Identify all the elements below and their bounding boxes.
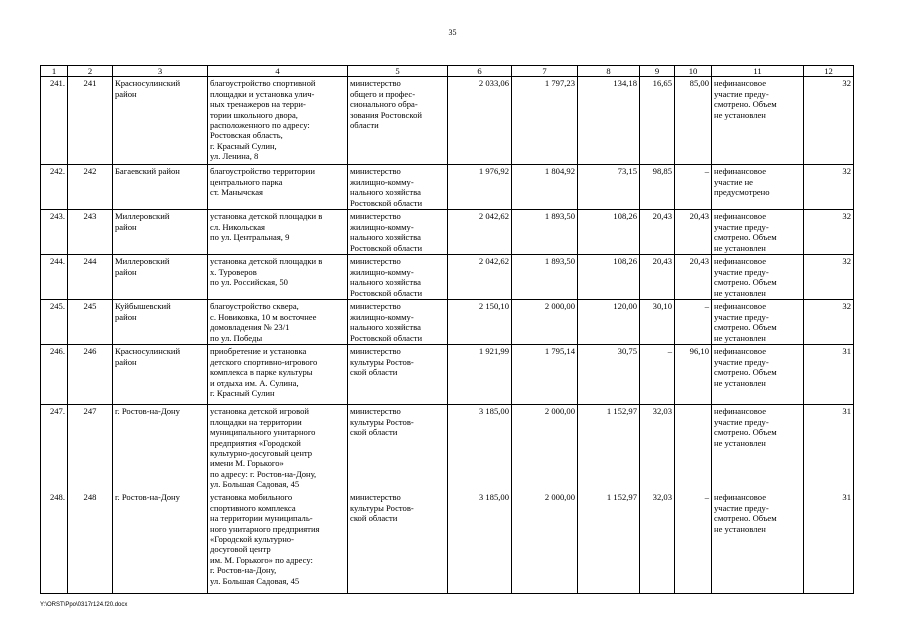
priority-cell: 32 <box>804 300 854 345</box>
description-cell: благоустройство территории центрального парка ст. Манычская <box>208 165 348 210</box>
description-cell: установка детской площадки в х. Туроверов по ул. Российская, 50 <box>208 255 348 300</box>
item-number-cell: 245 <box>68 300 113 345</box>
item-number-cell: 241 <box>68 77 113 165</box>
item-number-cell: 244 <box>68 255 113 300</box>
ministry-cell: министерство жилищно-комму- нального хозяйства Ростовской области <box>348 165 448 210</box>
item-number-cell: 248 <box>68 491 113 594</box>
sponsor-funds-cell: – <box>675 491 712 594</box>
sponsor-funds-cell: 85,00 <box>675 77 712 165</box>
district-cell: Красносулинский район <box>113 77 208 165</box>
ministry-cell: министерство культуры Ростов- ской области <box>348 491 448 594</box>
extra-funds-cell: 32,03 <box>640 405 675 492</box>
description-cell: приобретение и установка детского спортивно-игрового комплекса в парке культуры и отдыха им. А. Сулина, г. Красный Сулин <box>208 345 348 405</box>
description-cell: благоустройство сквера, с. Новиковка, 10 м восточнее домовладения № 23/1 по ул. Победы <box>208 300 348 345</box>
table-row <box>41 210 854 255</box>
ministry-cell: министерство культуры Ростов- ской области <box>348 345 448 405</box>
data-table <box>40 65 854 594</box>
header-row <box>41 66 854 77</box>
priority-cell: 32 <box>804 165 854 210</box>
ministry-cell: министерство общего и профес- сионального обра- зования Ростовской области <box>348 77 448 165</box>
sponsor-funds-cell: – <box>675 165 712 210</box>
column-header: 9 <box>640 66 675 77</box>
local-budget-cell: 1 152,97 <box>578 405 640 492</box>
total-cost-cell: 3 185,00 <box>448 491 512 594</box>
total-cost-cell: 1 921,99 <box>448 345 512 405</box>
district-cell: Красносулинский район <box>113 345 208 405</box>
extra-funds-cell: – <box>640 345 675 405</box>
participation-cell: нефинансовое участие преду- смотрено. Объем не установлен <box>712 491 804 594</box>
ministry-cell: министерство культуры Ростов- ской области <box>348 405 448 492</box>
sponsor-funds-cell: 20,43 <box>675 210 712 255</box>
priority-cell: 32 <box>804 255 854 300</box>
district-cell: г. Ростов-на-Дону <box>113 491 208 594</box>
column-header: 11 <box>712 66 804 77</box>
total-cost-cell: 2 150,10 <box>448 300 512 345</box>
ministry-cell: министерство жилищно-комму- нального хозяйства Ростовской области <box>348 255 448 300</box>
extra-funds-cell: 20,43 <box>640 210 675 255</box>
description-cell: благоустройство спортивной площадки и установка улич- ных тренажеров на терри- тории школьного двора, расположенного по адресу: Ростовская область, г. Красный Сулин, ул. Ленина, 8 <box>208 77 348 165</box>
item-number-cell: 243 <box>68 210 113 255</box>
row-number-cell: 246. <box>41 345 68 405</box>
table-row <box>41 345 854 405</box>
table-row <box>41 255 854 300</box>
local-budget-cell: 108,26 <box>578 255 640 300</box>
regional-budget-cell: 2 000,00 <box>512 491 578 594</box>
table-row <box>41 491 854 594</box>
participation-cell: нефинансовое участие преду- смотрено. Объем не установлен <box>712 255 804 300</box>
item-number-cell: 242 <box>68 165 113 210</box>
local-budget-cell: 134,18 <box>578 77 640 165</box>
item-number-cell: 247 <box>68 405 113 492</box>
district-cell: Миллеровский район <box>113 255 208 300</box>
column-header: 12 <box>804 66 854 77</box>
description-cell: установка мобильного спортивного комплекса на территории муниципаль- ного унитарного предприятия «Городской культурно- досуговой центр им. М. Горького» по адресу: г. Ростов-на-Дону, ул. Большая Садовая, 45 <box>208 491 348 594</box>
extra-funds-cell: 98,85 <box>640 165 675 210</box>
participation-cell: нефинансовое участие преду- смотрено. Объем не установлен <box>712 77 804 165</box>
page-number: 35 <box>448 28 457 37</box>
regional-budget-cell: 1 893,50 <box>512 255 578 300</box>
district-cell: Куйбышевский район <box>113 300 208 345</box>
priority-cell: 31 <box>804 491 854 594</box>
extra-funds-cell: 32,03 <box>640 491 675 594</box>
column-header: 6 <box>448 66 512 77</box>
regional-budget-cell: 2 000,00 <box>512 300 578 345</box>
regional-budget-cell: 1 797,23 <box>512 77 578 165</box>
table-row <box>41 405 854 492</box>
extra-funds-cell: 20,43 <box>640 255 675 300</box>
district-cell: г. Ростов-на-Дону <box>113 405 208 492</box>
priority-cell: 32 <box>804 210 854 255</box>
local-budget-cell: 73,15 <box>578 165 640 210</box>
table-row <box>41 77 854 165</box>
row-number-cell: 242. <box>41 165 68 210</box>
local-budget-cell: 108,26 <box>578 210 640 255</box>
sponsor-funds-cell: 20,43 <box>675 255 712 300</box>
ministry-cell: министерство жилищно-комму- нального хозяйства Ростовской области <box>348 300 448 345</box>
column-header: 1 <box>41 66 68 77</box>
district-cell: Багаевский район <box>113 165 208 210</box>
regional-budget-cell: 1 893,50 <box>512 210 578 255</box>
extra-funds-cell: 16,65 <box>640 77 675 165</box>
sponsor-funds-cell: 96,10 <box>675 345 712 405</box>
local-budget-cell: 120,00 <box>578 300 640 345</box>
priority-cell: 32 <box>804 77 854 165</box>
local-budget-cell: 1 152,97 <box>578 491 640 594</box>
row-number-cell: 248. <box>41 491 68 594</box>
district-cell: Миллеровский район <box>113 210 208 255</box>
regional-budget-cell: 1 795,14 <box>512 345 578 405</box>
row-number-cell: 247. <box>41 405 68 492</box>
sponsor-funds-cell: – <box>675 300 712 345</box>
column-header: 8 <box>578 66 640 77</box>
column-header: 3 <box>113 66 208 77</box>
column-header: 10 <box>675 66 712 77</box>
row-number-cell: 241. <box>41 77 68 165</box>
description-cell: установка детской игровой площадки на территории муниципального унитарного предприятия «Городской культурно-досуговый центр имени М. Горького» по адресу: г. Ростов-на-Дону, ул. Большая Садовая, 45 <box>208 405 348 492</box>
regional-budget-cell: 1 804,92 <box>512 165 578 210</box>
total-cost-cell: 1 976,92 <box>448 165 512 210</box>
table-row <box>41 300 854 345</box>
row-number-cell: 245. <box>41 300 68 345</box>
participation-cell: нефинансовое участие преду- смотрено. Объем не установлен <box>712 405 804 492</box>
row-number-cell: 243. <box>41 210 68 255</box>
participation-cell: нефинансовое участие преду- смотрено. Объем не установлен <box>712 210 804 255</box>
item-number-cell: 246 <box>68 345 113 405</box>
description-cell: установка детской площадки в сл. Никольская по ул. Центральная, 9 <box>208 210 348 255</box>
regional-budget-cell: 2 000,00 <box>512 405 578 492</box>
table-row <box>41 165 854 210</box>
column-header: 2 <box>68 66 113 77</box>
column-header: 5 <box>348 66 448 77</box>
column-header: 7 <box>512 66 578 77</box>
ministry-cell: министерство жилищно-комму- нального хозяйства Ростовской области <box>348 210 448 255</box>
local-budget-cell: 30,75 <box>578 345 640 405</box>
participation-cell: нефинансовое участие преду- смотрено. Объем не установлен <box>712 300 804 345</box>
column-header: 4 <box>208 66 348 77</box>
total-cost-cell: 2 042,62 <box>448 210 512 255</box>
row-number-cell: 244. <box>41 255 68 300</box>
total-cost-cell: 2 042,62 <box>448 255 512 300</box>
participation-cell: нефинансовое участие не предусмотрено <box>712 165 804 210</box>
extra-funds-cell: 30,10 <box>640 300 675 345</box>
total-cost-cell: 2 033,06 <box>448 77 512 165</box>
participation-cell: нефинансовое участие преду- смотрено. Объем не установлен <box>712 345 804 405</box>
priority-cell: 31 <box>804 345 854 405</box>
sponsor-funds-cell <box>675 405 712 492</box>
priority-cell: 31 <box>804 405 854 492</box>
total-cost-cell: 3 185,00 <box>448 405 512 492</box>
file-path-footer: Y:\ORST\Ppo\0317r124.f20.docx <box>40 602 128 608</box>
